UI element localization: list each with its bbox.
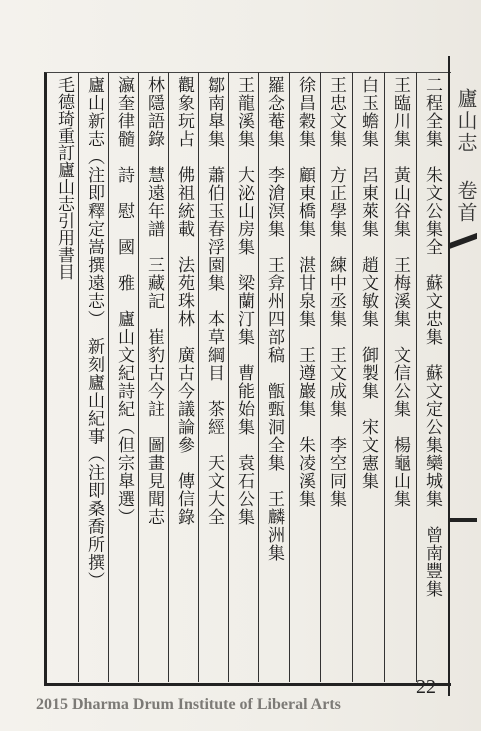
spine-title: 廬山志 卷首	[454, 88, 478, 224]
column-rule	[198, 72, 199, 682]
text-column: 觀象玩占 佛祖統載 法苑珠林 廣古今議論參 傳信錄	[174, 76, 194, 526]
column-rule	[138, 72, 139, 682]
text-column: 王龍溪集 大泌山房集 梁蘭汀集 曹能始集 袁石公集	[234, 76, 254, 526]
text-column: 白玉蟾集 呂東萊集 趙文敏集 御製集 宋文憲集	[358, 76, 378, 490]
watermark: 2015 Dharma Drum Institute of Liberal Arts	[36, 696, 341, 713]
column-rule	[258, 72, 259, 682]
column-rule	[78, 72, 79, 682]
text-column: 徐昌穀集 顧東橋集 湛甘泉集 王遵巖集 朱凌溪集	[295, 76, 315, 508]
column-rule	[384, 72, 385, 682]
spine-rule-mark	[449, 518, 477, 522]
column-rule	[320, 72, 321, 682]
text-column: 王忠文集 方正學集 練中丞集 王文成集 李空同集	[326, 76, 346, 508]
column-rule	[416, 72, 417, 682]
page-number: 22	[416, 676, 436, 698]
column-rule	[168, 72, 169, 682]
text-column: 廬山新志（注即釋定嵩撰遠志） 新刻廬山紀事（注即桑喬所撰）	[84, 76, 104, 590]
text-column: 林隱語錄 慧遠年譜 三藏記 崔豹古今註 圖畫見聞志	[144, 76, 164, 526]
text-column: 羅念菴集 李滄溟集 王弇州四部稿 甑甄洞全集 王麟洲集	[264, 76, 284, 562]
column-rule	[228, 72, 229, 682]
text-column: 二程全集 朱文公集全 蘇文忠集 蘇文定公集欒城集 曾南豐集	[422, 76, 442, 598]
page-title: 毛德琦重訂廬山志引用書目	[54, 76, 74, 280]
text-column: 鄒南臯集 蕭伯玉春浮園集 本草綱目 茶經 天文大全	[204, 76, 224, 526]
text-column: 瀛奎律髓 詩 慰 國 雅 廬山文紀詩紀（但宗臯選）	[114, 76, 134, 526]
column-rule	[108, 72, 109, 682]
text-column: 王臨川集 黃山谷集 王梅溪集 文信公集 楊龜山集	[390, 76, 410, 508]
column-rule	[352, 72, 353, 682]
column-rule	[289, 72, 290, 682]
